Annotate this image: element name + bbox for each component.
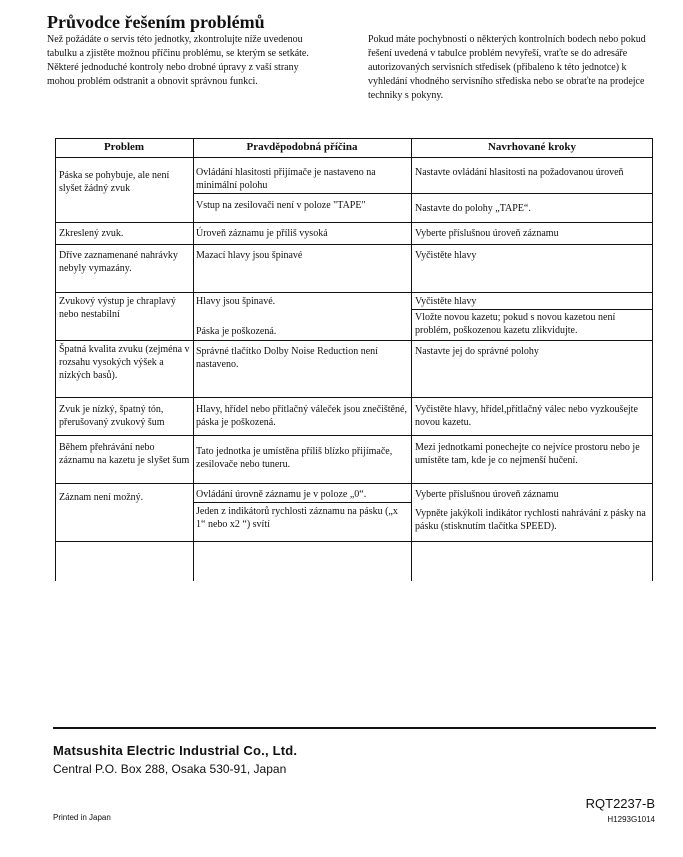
page-title: Průvodce řešením problémů (47, 12, 265, 32)
action-cell: Vypněte jakýkoli indikátor rychlosti nahrávání z pásky na pásku (stisknutím tlačítka SPEED). (415, 508, 646, 532)
sub-divider (193, 502, 411, 503)
cause-cell: Hlavy jsou špinavé. (196, 296, 276, 307)
table-row (55, 162, 653, 223)
problem-cell: Páska se pohybuje, ale není slyšet žádný zvuk (59, 170, 170, 194)
action-cell: Vyčistěte hlavy (415, 296, 477, 307)
cause-cell: Úroveň záznamu je příliš vysoká (196, 228, 328, 239)
action-cell: Nastavte jej do správné polohy (415, 346, 539, 357)
table-row (55, 244, 653, 293)
problem-cell: Zvukový výstup je chraplavý nebo nestabilní (59, 296, 176, 320)
intro-left-paragraph: Než požádáte o servis této jednotky, zkontrolujte níže uvedenou tabulku a zjistěte možnou příčinu problému, se kterým se setkáte. Některé jednoduché kontroly nebo drobné úpravy z vaší strany mohou problém odstranit a obnovit správnou funkci. (47, 34, 309, 87)
document-code: RQT2237-B (585, 796, 655, 811)
problem-cell: Zkreslený zvuk. (59, 228, 124, 239)
table-row (55, 340, 653, 398)
table-header (55, 138, 653, 158)
cause-cell: Jeden z indikátorů rychlosti záznamu na pásku („x 1“ nebo x2 “) svítí (196, 506, 398, 530)
action-cell: Mezi jednotkami ponechejte co nejvíce prostoru nebo je umístěte tam, kde je co nejmenší hučení. (415, 442, 640, 466)
table-row (55, 292, 653, 341)
cause-cell: Hlavy, hřídel nebo přítlačný váleček jsou znečištěné, páska je poškozená. (196, 404, 407, 428)
problem-cell: Zvuk je nízký, špatný tón, přerušovaný zvukový šum (59, 404, 165, 428)
cause-cell: Ovládání úrovně záznamu je v poloze „0“. (196, 489, 367, 500)
printed-in-note: Printed in Japan (53, 813, 111, 822)
sub-divider (411, 309, 653, 310)
header-cause: Pravděpodobná příčina (246, 141, 358, 153)
action-cell: Nastavte ovládání hlasitosti na požadovanou úroveň (415, 167, 624, 178)
table-row (55, 397, 653, 436)
cause-cell: Správné tlačítko Dolby Noise Reduction není nastaveno. (196, 346, 378, 370)
cause-cell: Mazací hlavy jsou špinavé (196, 250, 303, 261)
cause-cell: Páska je poškozená. (196, 326, 277, 337)
problem-cell: Dříve zaznamenané nahrávky nebyly vymazány. (59, 250, 178, 274)
cause-cell: Vstup na zesilovači není v poloze "TAPE" (196, 200, 366, 211)
problem-cell: Záznam není možný. (59, 492, 144, 503)
intro-right-paragraph: Pokud máte pochybnosti o některých kontrolních bodech nebo pokud řešení uvedená v tabulce problém nevyřeší, vraťte se do adresáře autorizovaných servisních středisek (přibaleno k této jednotce) k vyhledání vhodného servisního střediska nebo se obraťte na prodejce techniky s pokyny. (368, 34, 646, 101)
header-problem: Problem (103, 141, 145, 153)
footer-rule (53, 727, 656, 729)
table-row (55, 222, 653, 245)
company-address: Central P.O. Box 288, Osaka 530-91, Japan (53, 762, 287, 776)
header-action: Navrhované kroky (487, 141, 577, 153)
table-row (55, 435, 653, 484)
action-cell: Vyčistěte hlavy, hřídel,přítlačný válec nebo vyzkoušejte novou kazetu. (415, 404, 638, 428)
troubleshooting-table (55, 138, 653, 581)
cause-cell: Tato jednotka je umístěna příliš blízko přijímače, zesilovače nebo tuneru. (196, 446, 393, 470)
action-cell: Vložte novou kazetu; pokud s novou kazetou není problém, poškozenou kazetu zlikvidujte. (415, 312, 616, 336)
problem-cell: Špatná kvalita zvuku (zejména v rozsahu vysokých výšek a nízkých basů). (59, 344, 190, 381)
action-cell: Nastavte do polohy „TAPE“. (415, 203, 531, 214)
action-cell: Vyčistěte hlavy (415, 250, 477, 261)
company-name: Matsushita Electric Industrial Co., Ltd. (53, 743, 298, 758)
action-cell: Vyberte příslušnou úroveň záznamu (415, 489, 559, 500)
problem-cell: Během přehrávání nebo záznamu na kazetu je slyšet šum (59, 442, 190, 466)
action-cell: Vyberte příslušnou úroveň záznamu (415, 228, 559, 239)
sub-divider (193, 193, 653, 194)
table-row (55, 483, 653, 542)
document-subcode: H1293G1014 (607, 815, 655, 824)
cause-cell: Ovládání hlasitosti přijímače je nastaveno na minimální polohu (196, 167, 376, 191)
